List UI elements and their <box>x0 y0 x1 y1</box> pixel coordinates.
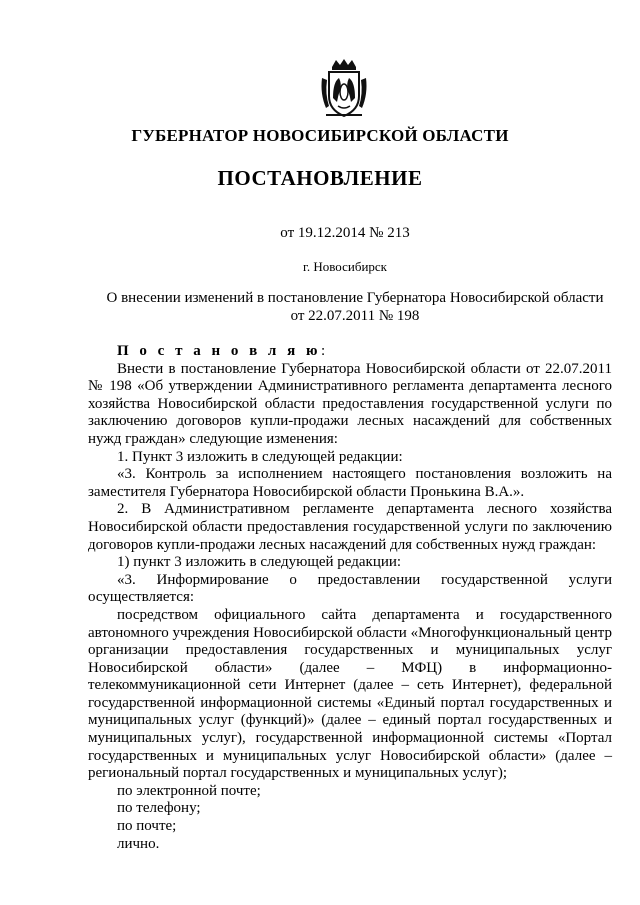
coat-of-arms-icon <box>318 58 370 120</box>
list-item-in-person: лично. <box>117 835 160 852</box>
subject-line-1: О внесении изменений в постановление Губернатора Новосибирской области <box>106 290 604 306</box>
decree-word: П о с т а н о в л я ю <box>117 343 321 359</box>
organization-title: ГУБЕРНАТОР НОВОСИБИРСКОЙ ОБЛАСТИ <box>131 126 509 145</box>
list-item-phone: по телефону; <box>117 800 201 817</box>
document-body <box>88 343 612 853</box>
paragraph-item-2-sub-1: 1) пункт 3 изложить в следующей редакции: <box>117 554 402 571</box>
list-item-mail: по почте; <box>117 818 177 835</box>
decree-heading <box>88 343 612 361</box>
paragraph-item-1: 1. Пункт 3 изложить в следующей редакции: <box>117 448 403 465</box>
document-date-number: от 19.12.2014 № 213 <box>280 225 410 241</box>
document-subject <box>100 290 610 325</box>
list-item-email: по электронной почте; <box>117 782 261 799</box>
document-city: г. Новосибирск <box>302 259 387 274</box>
paragraph-informing: «3. Информирование о предоставлении государственной услуги осуществляется: <box>88 571 612 606</box>
decree-colon: : <box>320 343 326 359</box>
paragraph-intro: Внести в постановление Губернатора Новосибирской области от 22.07.2011 № 198 «Об утверждении Административного регламента департамента лесного хозяйства Новосибирской области предоставления государственной услуги по заключению договоров купли-продажи лесных насаждений для собственных нужд граждан» следующие изменения: <box>88 360 612 447</box>
subject-line-2: от 22.07.2011 № 198 <box>290 307 420 324</box>
paragraph-website: посредством официального сайта департамента и государственного автономного учреждения Новосибирской области «Многофункциональный центр организации предоставления государственных и муниципальных услуг Новосибирской области» (далее – МФЦ) в информационно-телекоммуникационной сети Интернет (далее – сеть Интернет), федеральной государственной информационной системы «Единый портал государственных и муниципальных услуг (функций)» (далее – единый портал государственных и муниципальных услуг), государственной информационной системы «Портал государственных и муниципальных услуг Новосибирской области» (далее – региональный портал государственных и муниципальных услуг); <box>88 606 612 782</box>
paragraph-item-2: 2. В Административном регламенте департамента лесного хозяйства Новосибирской области предоставления государственной услуги по заключению договоров купли-продажи лесных насаждений для собственных нужд граждан: <box>88 501 612 553</box>
paragraph-item-1-text: «3. Контроль за исполнением настоящего постановления возложить на заместителя Губернатора Новосибирской области Пронькина В.А.». <box>88 466 612 500</box>
document-type: ПОСТАНОВЛЕНИЕ <box>217 166 423 190</box>
